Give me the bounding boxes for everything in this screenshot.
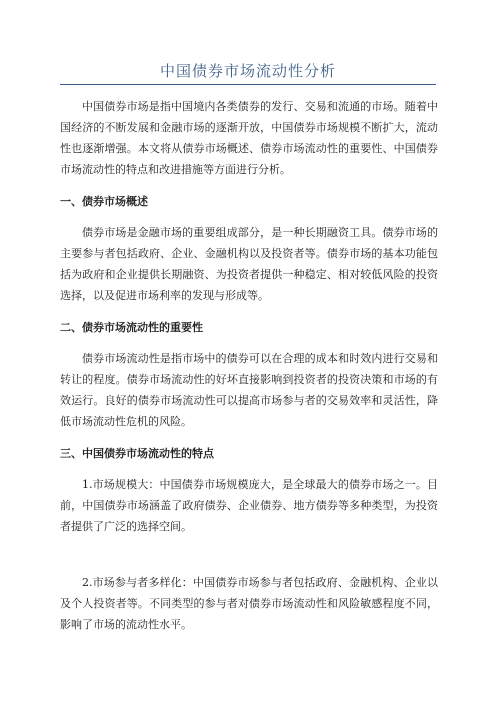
section-2-heading: 二、债券市场流动性的重要性 [60,321,203,334]
title-underline [60,84,436,85]
section-1-paragraph: 债券市场是金融市场的重要组成部分，是一种长期融资工具。债券市场的主要参与者包括政府、企业、金融机构以及投资者等。债券市场的基本功能包括为政府和企业提供长期融资、为投资者提供一种稳定、相对较低风险的投资选择，以及促进市场利率的发现与形成等。 [60,226,438,302]
document-title: 中国债券市场流动性分析 [159,62,336,80]
intro-paragraph: 中国债券市场是指中国境内各类债券的发行、交易和流通的市场。随着中国经济的不断发展和金融市场的逐渐开放，中国债券市场规模不断扩大，流动性也逐渐增强。本文将从债券市场概述、债券市场流动性的重要性、中国债券市场流动性的特点和改进措施等方面进行分析。 [60,100,438,176]
section-3-paragraph-2: 2.市场参与者多样化：中国债券市场参与者包括政府、金融机构、企业以及个人投资者等。不同类型的参与者对债券市场流动性和风险敏感程度不同，影响了市场的流动性水平。 [60,576,438,631]
section-3-paragraph-1: 1.市场规模大：中国债券市场规模庞大，是全球最大的债券市场之一。目前，中国债券市场涵盖了政府债券、企业债券、地方债券等多种类型，为投资者提供了广泛的选择空间。 [60,478,438,533]
section-2-paragraph: 债券市场流动性是指市场中的债券可以在合理的成本和时效内进行交易和转让的程度。债券市场流动性的好坏直接影响到投资者的投资决策和市场的有效运行。良好的债券市场流动性可以提高市场参与者的交易效率和灵活性，降低市场流动性危机的风险。 [60,352,438,428]
section-1-heading: 一、债券市场概述 [60,195,148,208]
section-3-heading: 三、中国债券市场流动性的特点 [60,447,214,460]
